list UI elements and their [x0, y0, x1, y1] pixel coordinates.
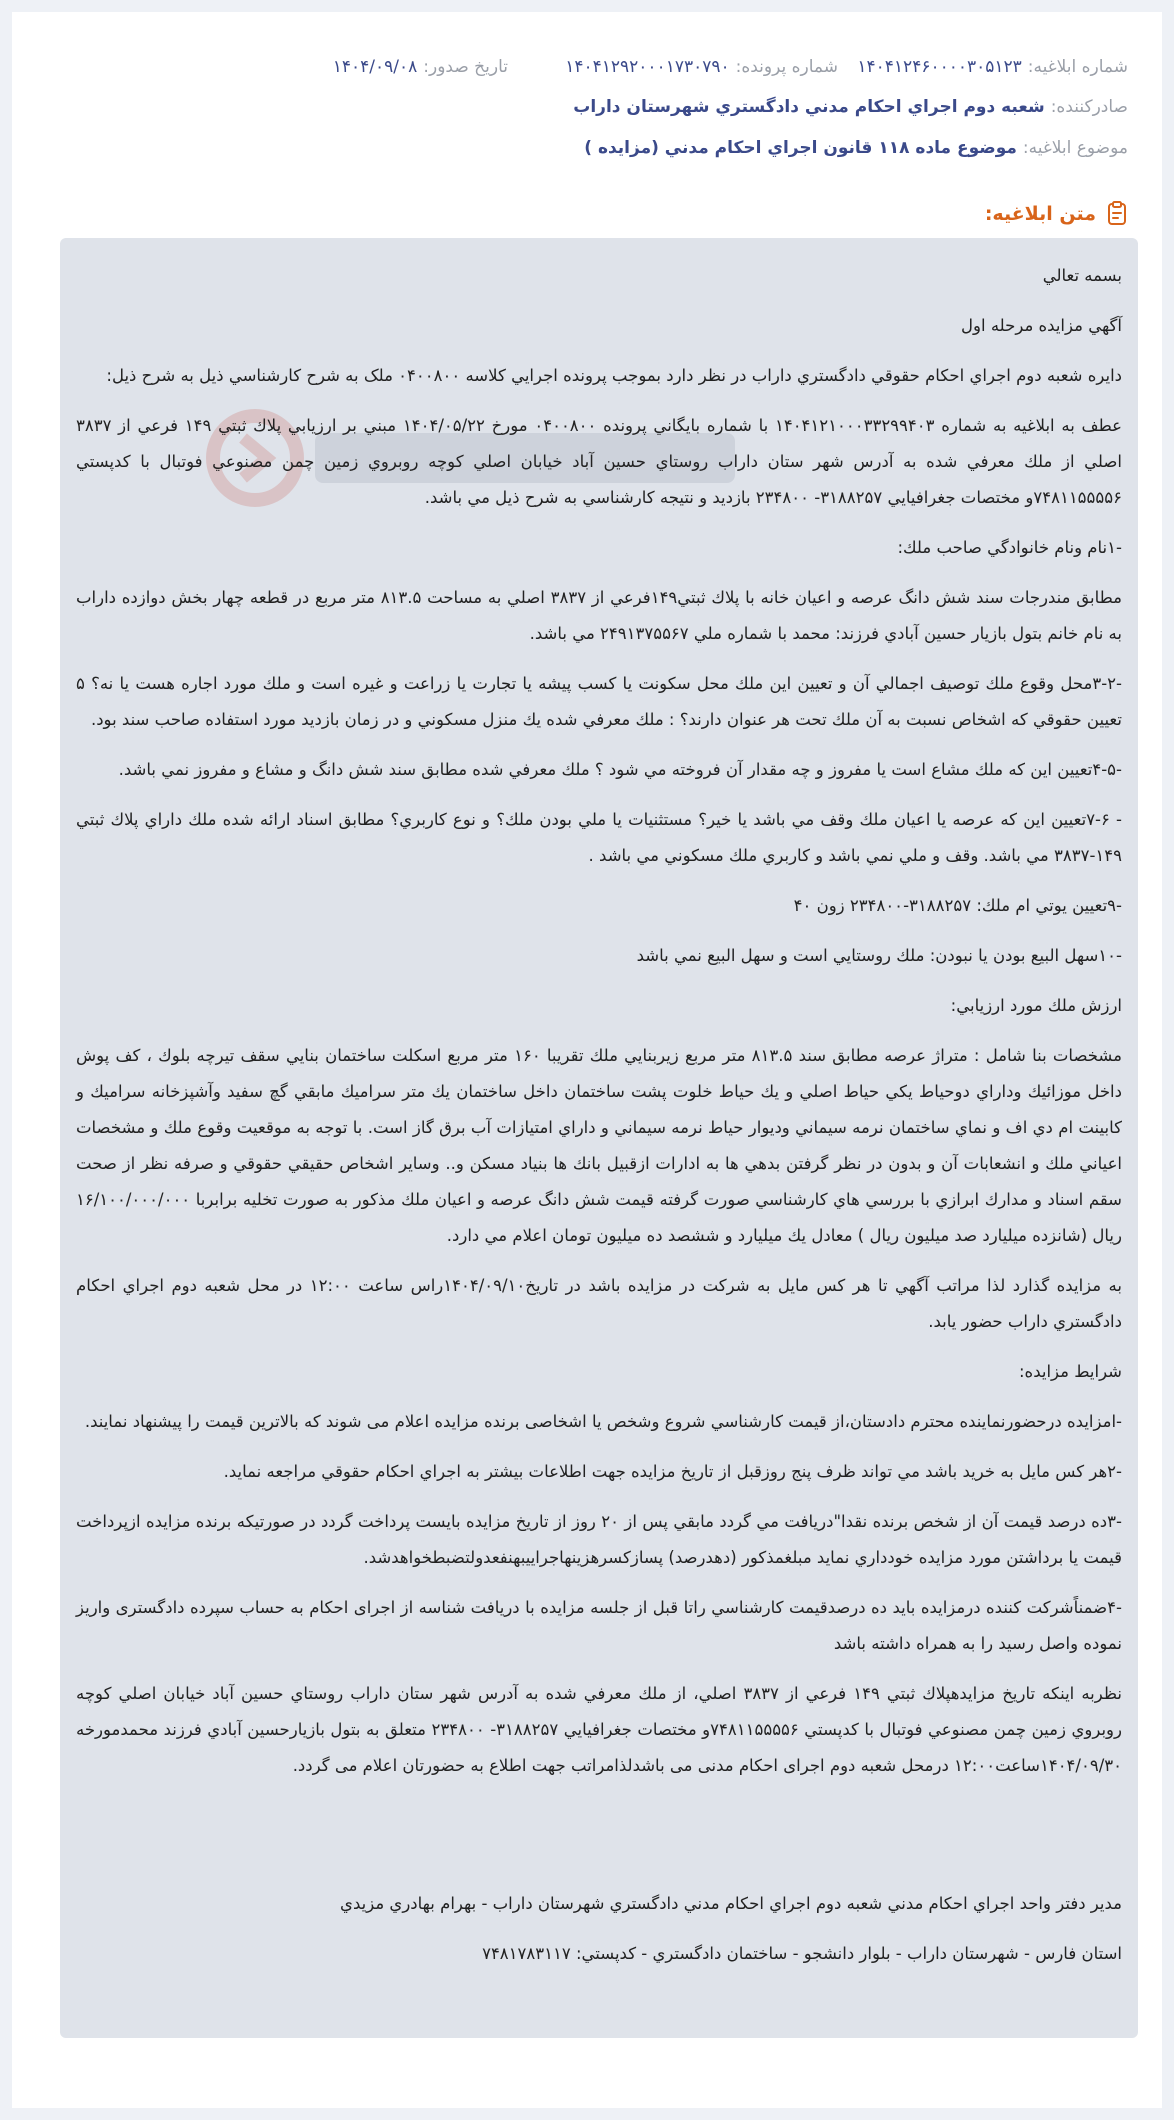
- notice-card: [12, 12, 1162, 2108]
- body-paragraph: - ۷-۶تعيين اين كه عرصه يا اعيان ملك وقف مي باشد يا خير؟ مستثنيات يا ملي بودن ملك؟ و نوع كاربري؟ مطابق اسناد ارائه شده ملك داراي پلاك ثبتي ۱۴۹-۳۸۳۷ مي باشد. وقف و ملي نمي باشد و كاربري ملك مسكوني مي باشد .: [76, 810, 1123, 865]
- signature-line: مدير دفتر واحد اجراي احكام مدني شعبه دوم اجراي احكام مدني دادگستري شهرستان داراب - بهرام بهادري مزيدي: [340, 1894, 1122, 1913]
- body-paragraph: عطف به ابلاغيه به شماره ۱۴۰۴۱۲۱۰۰۰۳۳۲۹۹۴۰۳ با شماره بايگاني پرونده ۰۴۰۰۸۰۰ مورخ ۱۴۰۴/۰۵/۲۲ مبني بر ارزيابي پلاك ثبتي ۱۴۹ فرعي از ۳۸۳۷ اصلي از ملك معرفي شده به آدرس شهر ستان داراب روستاي حسين آباد خيابان اصلي كوچه روبروي زمين چمن مصنوعي فوتبال با كدپستي ۷۴۸۱۱۵۵۵۵۶و مختصات جغرافيايي ۳۱۸۸۲۵۷- ۲۳۴۸۰۰ بازديد و نتيجه كارشناسي به شرح ذيل مي باشد.: [76, 416, 1122, 507]
- notice-number-label: شماره ابلاغيه:: [1027, 57, 1128, 77]
- body-paragraph: نظربه اينكه تاريخ مزايدهپلاك ثبتي ۱۴۹ فرعي از ۳۸۳۷ اصلي، از ملك معرفي شده به آدرس شهر ستان داراب روستاي حسين آباد خيابان اصلي كوچه روبروي زمين چمن مصنوعي فوتبال با كدپستي ۷۴۸۱۱۵۵۵۵۶و مختصات جغرافيايي ۳۱۸۸۲۵۷- ۲۳۴۸۰۰ متعلق به بتول بازيارحسين آبادي فرزند محمدمورخه ۱۴۰۴/۰۹/۳۰ساعت۱۲:۰۰ درمحل شعبه دوم اجراى احكام مدنى مى باشدلذامراتب جهت اطلاع به حضورتان اعلام مى گردد.: [76, 1684, 1122, 1775]
- body-paragraph: -۱۰سهل البيع بودن يا نبودن: ملك روستايي است و سهل البيع نمي باشد: [636, 946, 1122, 965]
- section-title: متن ابلاغيه:: [984, 203, 1096, 225]
- address-line: استان فارس - شهرستان داراب - بلوار دانشجو - ساختمان دادگستري - کدپستي: ۷۴۸۱۷۸۳۱۱۷: [482, 1944, 1122, 1963]
- issuer-row: [46, 97, 1128, 117]
- header-meta-row: [46, 57, 1128, 77]
- body-paragraph: -۴ضمناًشركت كننده درمزايده بايد ده درصدقيمت كارشناسي راتا قبل از جلسه مزايده با دريافت شناسه از اجراى احكام به حساب سپرده دادگسترى واريز نموده واصل رسيد را به همراه داشته باشد: [76, 1598, 1122, 1653]
- body-paragraph: -۳-۲محل وقوع ملك توصيف اجمالي آن و تعيين اين ملك محل سكونت يا كسب پيشه يا تجارت يا زراعت و غيره است و ملك مورد اجاره هست يا نه؟ ۵ تعيين حقوقي كه اشخاص نسبت به آن ملك تحت هر عنوان دارند؟ : ملك معرفي شده يك منزل مسكوني و در زمان بازديد مورد استفاده صاحب سند بود.: [76, 674, 1122, 729]
- subject-label: موضوع ابلاغيه:: [1022, 138, 1128, 158]
- issuer-value: شعبه دوم اجراي احكام مدني دادگستري شهرستان داراب: [573, 97, 1045, 117]
- notice-number-value: ۱۴۰۴۱۲۴۶۰۰۰۰۳۰۵۱۲۳: [857, 57, 1022, 77]
- issuer-label: صادرکننده:: [1050, 97, 1128, 117]
- body-paragraph: -امزايده درحضورنماينده محترم دادستان،از قيمت كارشناسي شروع وشخص يا اشخاصى برنده مزايده اعلام مى شوند كه بالاترين قيمت را پيشنهاد نمايند.: [84, 1412, 1122, 1431]
- notice-number: [838, 57, 1128, 77]
- case-number: [508, 57, 838, 77]
- subject-value: موضوع ماده ۱۱۸ قانون اجراي احکام مدني (مزايده ): [584, 138, 1017, 158]
- body-paragraph: ارزش ملك مورد ارزيابي:: [950, 996, 1122, 1015]
- notice-body: [60, 238, 1138, 2038]
- issue-date: [333, 57, 508, 77]
- body-paragraph: به مزايده گذارد لذا مراتب آگهي تا هر كس مايل به شركت در مزايده باشد در تاريخ۱۴۰۴/۰۹/۱۰راس ساعت ۱۲:۰۰ در محل شعبه دوم اجراي احكام دادگستري داراب حضور يابد.: [76, 1276, 1122, 1331]
- document-icon: [1104, 201, 1130, 227]
- case-number-label: شماره پرونده:: [735, 57, 838, 77]
- body-paragraph: -۹تعيين يوتي ام ملك: ۳۱۸۸۲۵۷-۲۳۴۸۰۰ زون ۴۰: [793, 896, 1122, 915]
- issue-date-label: تاريخ صدور:: [423, 57, 508, 77]
- case-number-value: ۱۴۰۴۱۲۹۲۰۰۰۱۷۳۰۷۹۰: [565, 57, 730, 77]
- body-paragraph: دايره شعبه دوم اجراي احكام حقوقي دادگستري داراب در نظر دارد بموجب پرونده اجرايي كلاسه ۰۴۰۰۸۰۰ ملک به شرح كارشناسي ذيل به شرح ذيل:: [106, 366, 1122, 385]
- body-paragraph: مشخصات بنا شامل : متراژ عرصه مطابق سند ۸۱۳.۵ متر مربع زيربنايي ملك تقريبا ۱۶۰ متر مربع اسكلت ساختمان بنايي سقف تيرچه بلوك ، كف پوش داخل موزائيك وداراي دوحياط يكي حياط اصلي و يك حياط خلوت پشت ساختمان داخل ساختمان يك متر سراميك مابقي گچ سفيد وآشپزخانه سراميك و كابينت ام دي اف و نماي ساختمان نرمه سيماني وديوار حياط نرمه سيماني و داراي امتيازات آب برق گاز است. با توجه به موقعيت وقوع ملك و مشخصات اعياني ملك و انشعابات آن و بدون در نظر گرفتن بدهي ها به ادارات ازقبيل بانك ها بنياد مسكن و.. وساير اشخاص حقيقي حقوقي و صرفه نظر از صحت سقم اسناد و مدارك ابرازي با بررسي هاي كارشناسي صورت گرفته قيمت شش دانگ عرصه و اعيان ملك مذكور به صورت تخليه برابربا ۱۶/۱۰۰/۰۰۰/۰۰۰ ريال (شانزده ميليارد صد ميليون ريال ) معادل يك ميليارد و ششصد ده ميليون تومان اعلام مي دارد.: [76, 1046, 1122, 1245]
- spacer: [76, 1798, 1122, 1886]
- body-paragraph: -۴-۵تعيين اين كه ملك مشاع است يا مفروز و چه مقدار آن فروخته مي شود ؟ ملك معرفي شده مطابق سند شش دانگ و مشاع و مفروز نمي باشد.: [118, 760, 1122, 779]
- body-paragraph: -۲هر كس مايل به خريد باشد مي تواند ظرف پنج روزقبل از تاريخ مزايده جهت اطلاعات بيشتر به اجراي احكام حقوقي مراجعه نمايد.: [223, 1462, 1122, 1481]
- subject-row: [46, 138, 1128, 158]
- body-paragraph: شرايط مزايده:: [1019, 1362, 1122, 1381]
- issue-date-value: ۱۴۰۴/۰۹/۰۸: [332, 57, 418, 77]
- section-heading: [985, 201, 1130, 227]
- body-paragraph: -۳ده درصد قيمت آن از شخص برنده نقدا"دريافت مي گردد مابقي پس از ۲۰ روز از تاريخ مزايده بايست پرداخت گردد در صورتيكه برنده مزايده ازپرداخت قيمت يا برداشتن مورد مزايده خودداري نمايد مبلغمذكور (دهدرصد) پسازكسرهزينهاجراييبهنفعدولتضبطخواهدشد.: [76, 1512, 1122, 1567]
- body-paragraph: بسمه تعالي: [1042, 266, 1122, 285]
- body-paragraph: آگهي مزايده مرحله اول: [961, 316, 1122, 335]
- body-paragraph: -۱نام ونام خانوادگي صاحب ملك:: [897, 538, 1122, 557]
- body-paragraph: مطابق مندرجات سند شش دانگ عرصه و اعيان خانه با پلاك ثبتي۱۴۹فرعي از ۳۸۳۷ اصلي به مساحت ۸۱۳.۵ متر مربع در قطعه چهار بخش دوازده داراب به نام خانم بتول بازيار حسين آبادي فرزند: محمد با شماره ملي ۲۴۹۱۳۷۵۵۶۷ مي باشد.: [76, 588, 1123, 643]
